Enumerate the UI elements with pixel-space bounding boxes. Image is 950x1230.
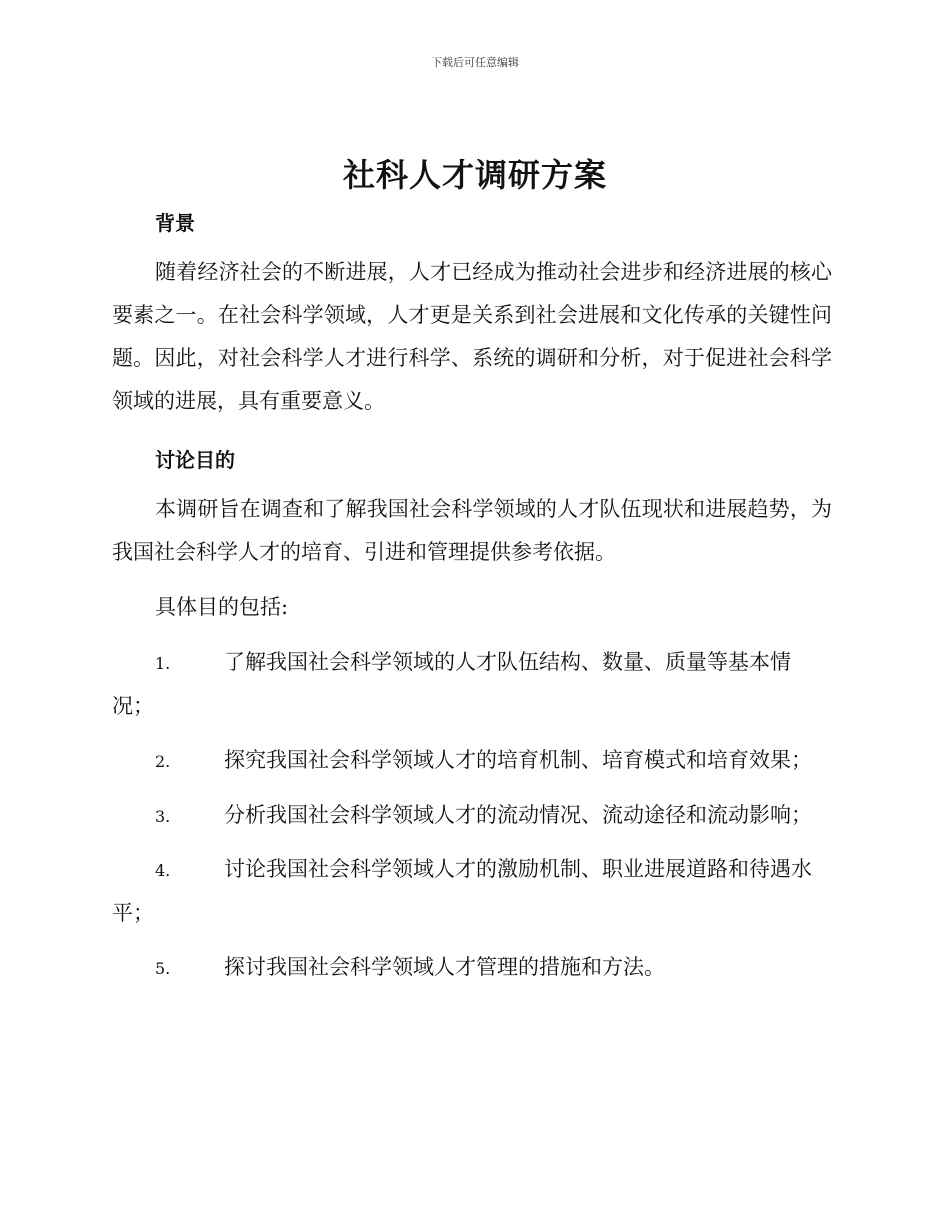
list-item — [112, 946, 832, 990]
list-number: 2. — [155, 752, 171, 771]
page-header-note: 下载后可任意编辑 — [431, 56, 519, 69]
list-item-text: 了解我国社会科学领域的人才队伍结构、数量、质量等基本情况； — [112, 650, 791, 718]
background-paragraph: 随着经济社会的不断进展，人才已经成为推动社会进步和经济进展的核心要素之一。在社会科学领域，人才更是关系到社会进展和文化传承的关键性问题。因此，对社会科学人才进行科学、系统的调研和分析，对于促进社会科学领域的进展，具有重要意义。 — [112, 260, 832, 413]
list-item-text: 分析我国社会科学领域人才的流动情况、流动途径和流动影响； — [224, 803, 812, 827]
list-number: 3. — [155, 807, 171, 826]
list-item — [112, 794, 832, 838]
list-item-text: 讨论我国社会科学领域人才的激励机制、职业进展道路和待遇水平； — [112, 857, 812, 925]
purpose-intro: 具体目的包括: — [155, 595, 289, 619]
list-item-text: 探讨我国社会科学领域人才管理的措施和方法。 — [224, 955, 665, 979]
list-number: 1. — [155, 654, 171, 673]
purpose-paragraph: 本调研旨在调查和了解我国社会科学领域的人才队伍现状和进展趋势，为我国社会科学人才的培育、引进和管理提供参考依据。 — [112, 497, 832, 564]
list-item-text: 探究我国社会科学领域人才的培育机制、培育模式和培育效果； — [224, 748, 812, 772]
list-item — [112, 848, 832, 935]
list-number: 5. — [155, 959, 171, 978]
section-heading-purpose: 讨论目的 — [155, 448, 235, 472]
document-title: 社科人才调研方案 — [342, 156, 607, 194]
list-item — [112, 641, 832, 728]
section-heading-background: 背景 — [155, 211, 195, 235]
list-number: 4. — [155, 861, 171, 880]
list-item — [112, 739, 832, 783]
